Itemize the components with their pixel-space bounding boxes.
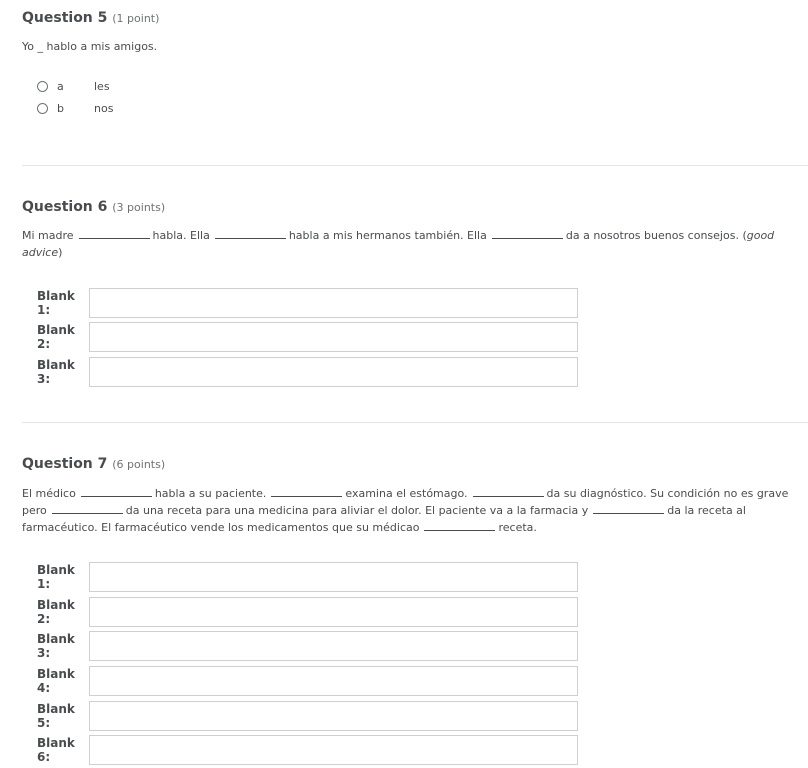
blank-label: Blank 5: [37, 702, 75, 730]
question-7-heading [22, 455, 808, 474]
prompt-segment: da a nosotros buenos consejos. ( [565, 229, 747, 242]
blank-line [79, 227, 150, 239]
question-5-prompt: Yo _ hablo a mis amigos. [22, 40, 158, 53]
question-6-blank-2-row [37, 322, 578, 352]
question-6-blank-1-input[interactable] [89, 288, 578, 318]
blank-label: Blank 3: [37, 358, 75, 386]
prompt-segment: receta. [498, 521, 537, 534]
question-5 [22, 9, 808, 28]
question-7-points: (6 points) [112, 458, 166, 471]
question-7-blank-3-input[interactable] [89, 631, 578, 661]
question-7-title: Question 7 [22, 456, 108, 472]
blank-label: Blank 3: [37, 632, 75, 660]
prompt-segment: El médico [22, 487, 76, 500]
question-6-blank-1-row [37, 288, 578, 318]
question-5-title: Question 5 [22, 10, 108, 26]
prompt-segment: habla a su paciente. [154, 487, 267, 500]
prompt-segment: da su diagnóstico. Su condición no es grave pero [22, 487, 789, 517]
blank-line [473, 485, 544, 497]
question-7-blank-1-input[interactable] [89, 562, 578, 592]
prompt-segment: Mi madre [22, 229, 74, 242]
question-7-blank-5-row [37, 701, 578, 731]
question-6-blank-2-input[interactable] [89, 322, 578, 352]
question-6-blank-3-input[interactable] [89, 357, 578, 387]
prompt-segment: da la receta al farmacéutico. El farmacéutico vende los medicamentos que su médicao [22, 504, 746, 534]
blank-line [424, 519, 495, 531]
question-5-points: (1 point) [112, 12, 160, 25]
question-5-heading [22, 9, 808, 28]
prompt-segment: examina el estómago. [345, 487, 468, 500]
question-6-prompt [22, 227, 808, 261]
question-7-blank-1-row [37, 562, 578, 592]
radio-button-icon[interactable] [37, 103, 48, 114]
question-7-blank-4-row [37, 666, 578, 696]
blank-label: Blank 1: [37, 563, 75, 591]
blank-line [215, 227, 286, 239]
blank-label: Blank 2: [37, 323, 75, 351]
blank-label: Blank 6: [37, 736, 75, 764]
question-6-heading [22, 198, 808, 217]
question-7-blank-2-row [37, 597, 578, 627]
question-7-blank-6-row [37, 735, 578, 765]
option-text: nos [94, 101, 114, 115]
blank-label: Blank 2: [37, 598, 75, 626]
prompt-segment: ) [58, 246, 63, 259]
question-7-blank-4-input[interactable] [89, 666, 578, 696]
option-letter: a [57, 79, 64, 93]
option-letter: b [57, 101, 64, 115]
blank-label: Blank 1: [37, 289, 75, 317]
question-6 [22, 198, 808, 217]
question-7 [22, 455, 808, 474]
blank-line [271, 485, 342, 497]
question-5-prompt-block [22, 38, 808, 55]
question-5-option-b[interactable] [37, 99, 113, 117]
question-7-prompt [22, 485, 808, 536]
blank-line [492, 227, 563, 239]
question-5-option-a[interactable] [37, 77, 110, 95]
blank-line [593, 502, 664, 514]
question-6-points: (3 points) [112, 201, 166, 214]
prompt-segment: da una receta para una medicina para aliviar el dolor. El paciente va a la farmacia y [125, 504, 589, 517]
prompt-italic-segment: good advice [22, 229, 775, 259]
question-6-blank-3-row [37, 357, 578, 387]
prompt-segment: habla a mis hermanos también. Ella [288, 229, 487, 242]
question-divider [22, 165, 808, 166]
option-text: les [94, 79, 110, 93]
blank-line [81, 485, 152, 497]
blank-line [52, 502, 123, 514]
radio-button-icon[interactable] [37, 81, 48, 92]
question-7-blank-6-input[interactable] [89, 735, 578, 765]
question-7-prompt-block [22, 485, 808, 536]
question-6-prompt-block [22, 227, 808, 261]
question-6-title: Question 6 [22, 199, 108, 215]
blank-label: Blank 4: [37, 667, 75, 695]
question-7-blank-3-row [37, 631, 578, 661]
question-divider [22, 422, 808, 423]
question-7-blank-2-input[interactable] [89, 597, 578, 627]
prompt-segment: habla. Ella [152, 229, 210, 242]
question-7-blank-5-input[interactable] [89, 701, 578, 731]
